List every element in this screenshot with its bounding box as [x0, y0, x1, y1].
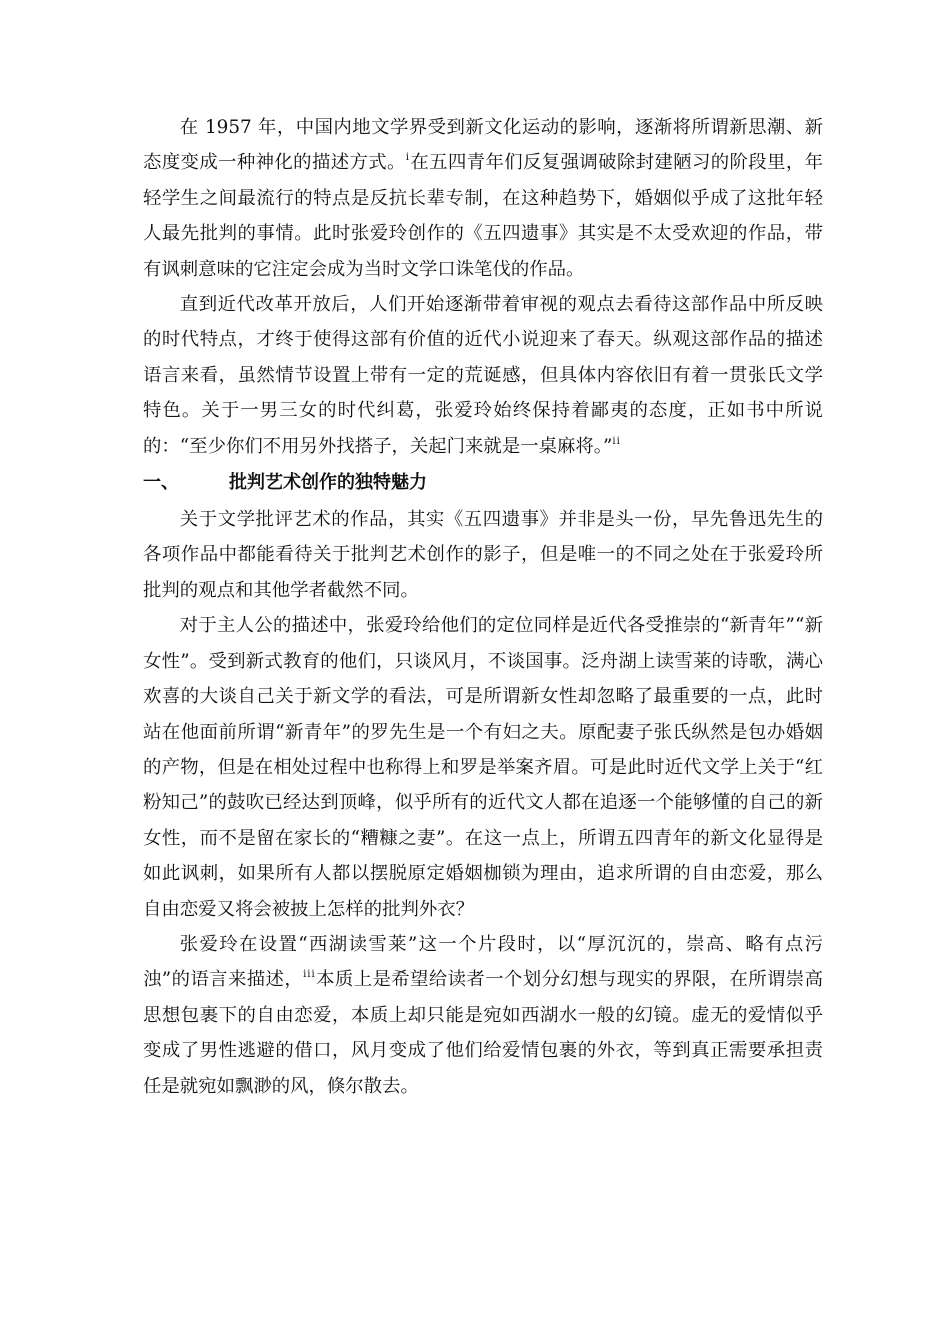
paragraph-protagonists [143, 608, 823, 927]
section-heading [143, 464, 823, 502]
paragraph-text: 对于主人公的描述中，张爱玲给他们的定位同样是近代各受推崇的“新青年”“新女性”。受到新式教育的他们，只谈风月，不谈国事。泛舟湖上读雪莱的诗歌，满心欢喜的大谈自己关于新文学的看法，可是所谓新女性却忽略了最重要的一点，此时站在他面前所谓“新青年”的罗先生是一个有妇之夫。原配妻子张氏纵然是包办婚姻的产物，但是在相处过程中也称得上和罗是举案齐眉。可是此时近代文学上关于“红粉知己”的鼓吹已经达到顶峰，似乎所有的近代文人都在追逐一个能够懂的自己的新女性，而不是留在家长的“糟糠之妻”。在这一点上，所谓五四青年的新文化显得是如此讽刺，如果所有人都以摆脱原定婚姻枷锁为理由，追求所谓的自由恋爱，那么自由恋爱又将会被披上怎样的批判外衣？ [143, 615, 823, 920]
paragraph-text: 在 1957 年，中国内地文学界受到新文化运动的影响，逐渐将所谓新思潮、新态度变成一种神化的描述方式。 [143, 117, 823, 174]
section-number: 一、 [143, 472, 179, 494]
paragraph-text: 在五四青年们反复强调破除封建陋习的阶段里，年轻学生之间最流行的特点是反抗长辈专制，在这种趋势下，婚姻似乎成了这批年轻人最先批判的事情。此时张爱玲创作的《五四遗事》其实是不太受欢迎的作品，带有讽刺意味的它注定会成为当时文学口诛笔伐的作品。 [143, 152, 823, 280]
paragraph-1957 [143, 110, 823, 287]
footnote-ref[interactable]: ii [612, 435, 621, 447]
section-title: 批判艺术创作的独特魅力 [229, 472, 427, 494]
paragraph-reform [143, 287, 823, 464]
paragraph-text: 本质上是希望给读者一个划分幻想与现实的界限，在所谓崇高思想包裹下的自由恋爱，本质上却只能是宛如西湖水一般的幻镜。虚无的爱情似乎变成了男性逃避的借口，风月变成了他们给爱情包裹的外衣，等到真正需要承担责任是就宛如飘渺的风，倏尔散去。 [143, 969, 823, 1097]
paragraph-criticism [143, 502, 823, 608]
footnote-ref[interactable]: i [405, 152, 411, 164]
footnote-ref[interactable]: iii [303, 969, 316, 981]
document-page [143, 110, 823, 1104]
paragraph-west-lake [143, 927, 823, 1104]
paragraph-text: 直到近代改革开放后，人们开始逐渐带着审视的观点去看待这部作品中所反映的时代特点，才终于使得这部有价值的近代小说迎来了春天。纵观这部作品的描述语言来看，虽然情节设置上带有一定的荒诞感，但具体内容依旧有着一贯张氏文学特色。关于一男三女的时代纠葛，张爱玲始终保持着鄙夷的态度，正如书中所说的：“至少你们不用另外找搭子，关起门来就是一桌麻将。” [143, 294, 823, 457]
paragraph-text: 关于文学批评艺术的作品，其实《五四遗事》并非是头一份，早先鲁迅先生的各项作品中都能看待关于批判艺术创作的影子，但是唯一的不同之处在于张爱玲所批判的观点和其他学者截然不同。 [143, 509, 823, 601]
paragraph-text: 张爱玲在设置“西湖读雪莱”这一个片段时，以“厚沉沉的，崇高、略有点污浊”的语言来描述， [143, 933, 823, 991]
